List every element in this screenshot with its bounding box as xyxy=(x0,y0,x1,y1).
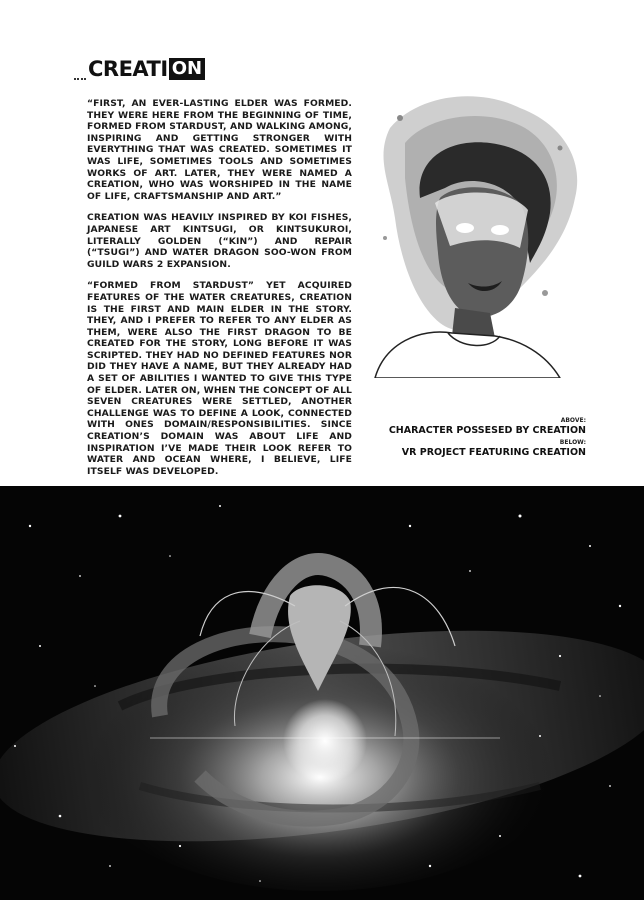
caption-above-text: CHARACTER POSSESED BY CREATION xyxy=(388,425,586,436)
caption-above-label: ABOVE: xyxy=(560,417,586,424)
caption-below-label: BELOW: xyxy=(559,439,586,446)
right-eye xyxy=(491,225,509,235)
paragraph-quote-2: “FORMED FROM STARDUST” YET ACQUIRED FEATURES OF THE WATER CREATURES, CREATION IS THE FIRST AND MAIN ELDER IN THE STORY. THEY, AND I PREFER TO REFER TO ANY ELDER AS THEM, WERE ALSO THE FIRST DRAGON TO BE CREATED FOR THE STORY, LONG BEFORE IT WAS SCRIPTED. THEY HAD NO DEFINED FEATURES NOR DID THEY HAVE A NAME, BUT THEY ALREADY HAD A SET OF ABILITIES I WANTED TO GIVE THIS TYPE OF ELDER. LATER ON, WHEN THE CONCEPT OF ALL SEVEN CREATURES WERE SETTLED, ANOTHER CHALLENGE WAS TO DEFINE A LOOK, CONNECTED WITH ONES DOMAIN/RESPONSIBILITIES. SINCE CREATION’S DOMAIN WAS ABOUT LIFE AND INSPIRATION I’VE MADE THEIR LOOK REFER TO WATER AND OCEAN WHERE, I BELIEVE, LIFE ITSELF WAS DEVELOPED. xyxy=(87,280,352,477)
paragraph-quote-1: “FIRST, AN EVER-LASTING ELDER WAS FORMED. THEY WERE HERE FROM THE BEGINNING OF TIME, FORMED FROM STARDUST, AND WALKING AMONG, INSPIRING AND GETTING STRONGER WITH EVERYTHING THAT WAS CREATED. SOMETIMES IT WAS LIFE, SOMETIMES TOOLS AND SOMETIMES WORKS OF ART. LATER, THEY WERE NAMED A CREATION, WHO WAS WORSHIPED IN THE NAME OF LIFE, CRAFTSMANSHIP AND ART.” xyxy=(87,98,352,202)
caption-below-text: VR PROJECT FEATURING CREATION xyxy=(401,447,586,458)
mask-overlay xyxy=(435,193,528,248)
glowing-orb xyxy=(283,699,367,783)
left-eye xyxy=(456,223,474,233)
portrait-illustration xyxy=(360,88,590,378)
body-text-column xyxy=(87,98,352,487)
paragraph-inspiration: CREATION WAS HEAVILY INSPIRED BY KOI FISHES, JAPANESE ART KINTSUGI, OR KINTSUKUROI, LITERALLY GOLDEN (“KIN”) AND REPAIR (“TSUGI”) AND WATER DRAGON SOO-WON FROM GUILD WARS 2 EXPANSION. xyxy=(87,212,352,270)
shirt xyxy=(375,332,560,378)
galaxy-dragon-illustration xyxy=(0,486,644,900)
title-main-text: CREATI xyxy=(88,57,168,81)
captions-block xyxy=(389,417,586,461)
title-dotted-underline xyxy=(74,58,86,80)
title-tag-text: ON xyxy=(169,58,205,80)
page-title xyxy=(74,54,205,80)
